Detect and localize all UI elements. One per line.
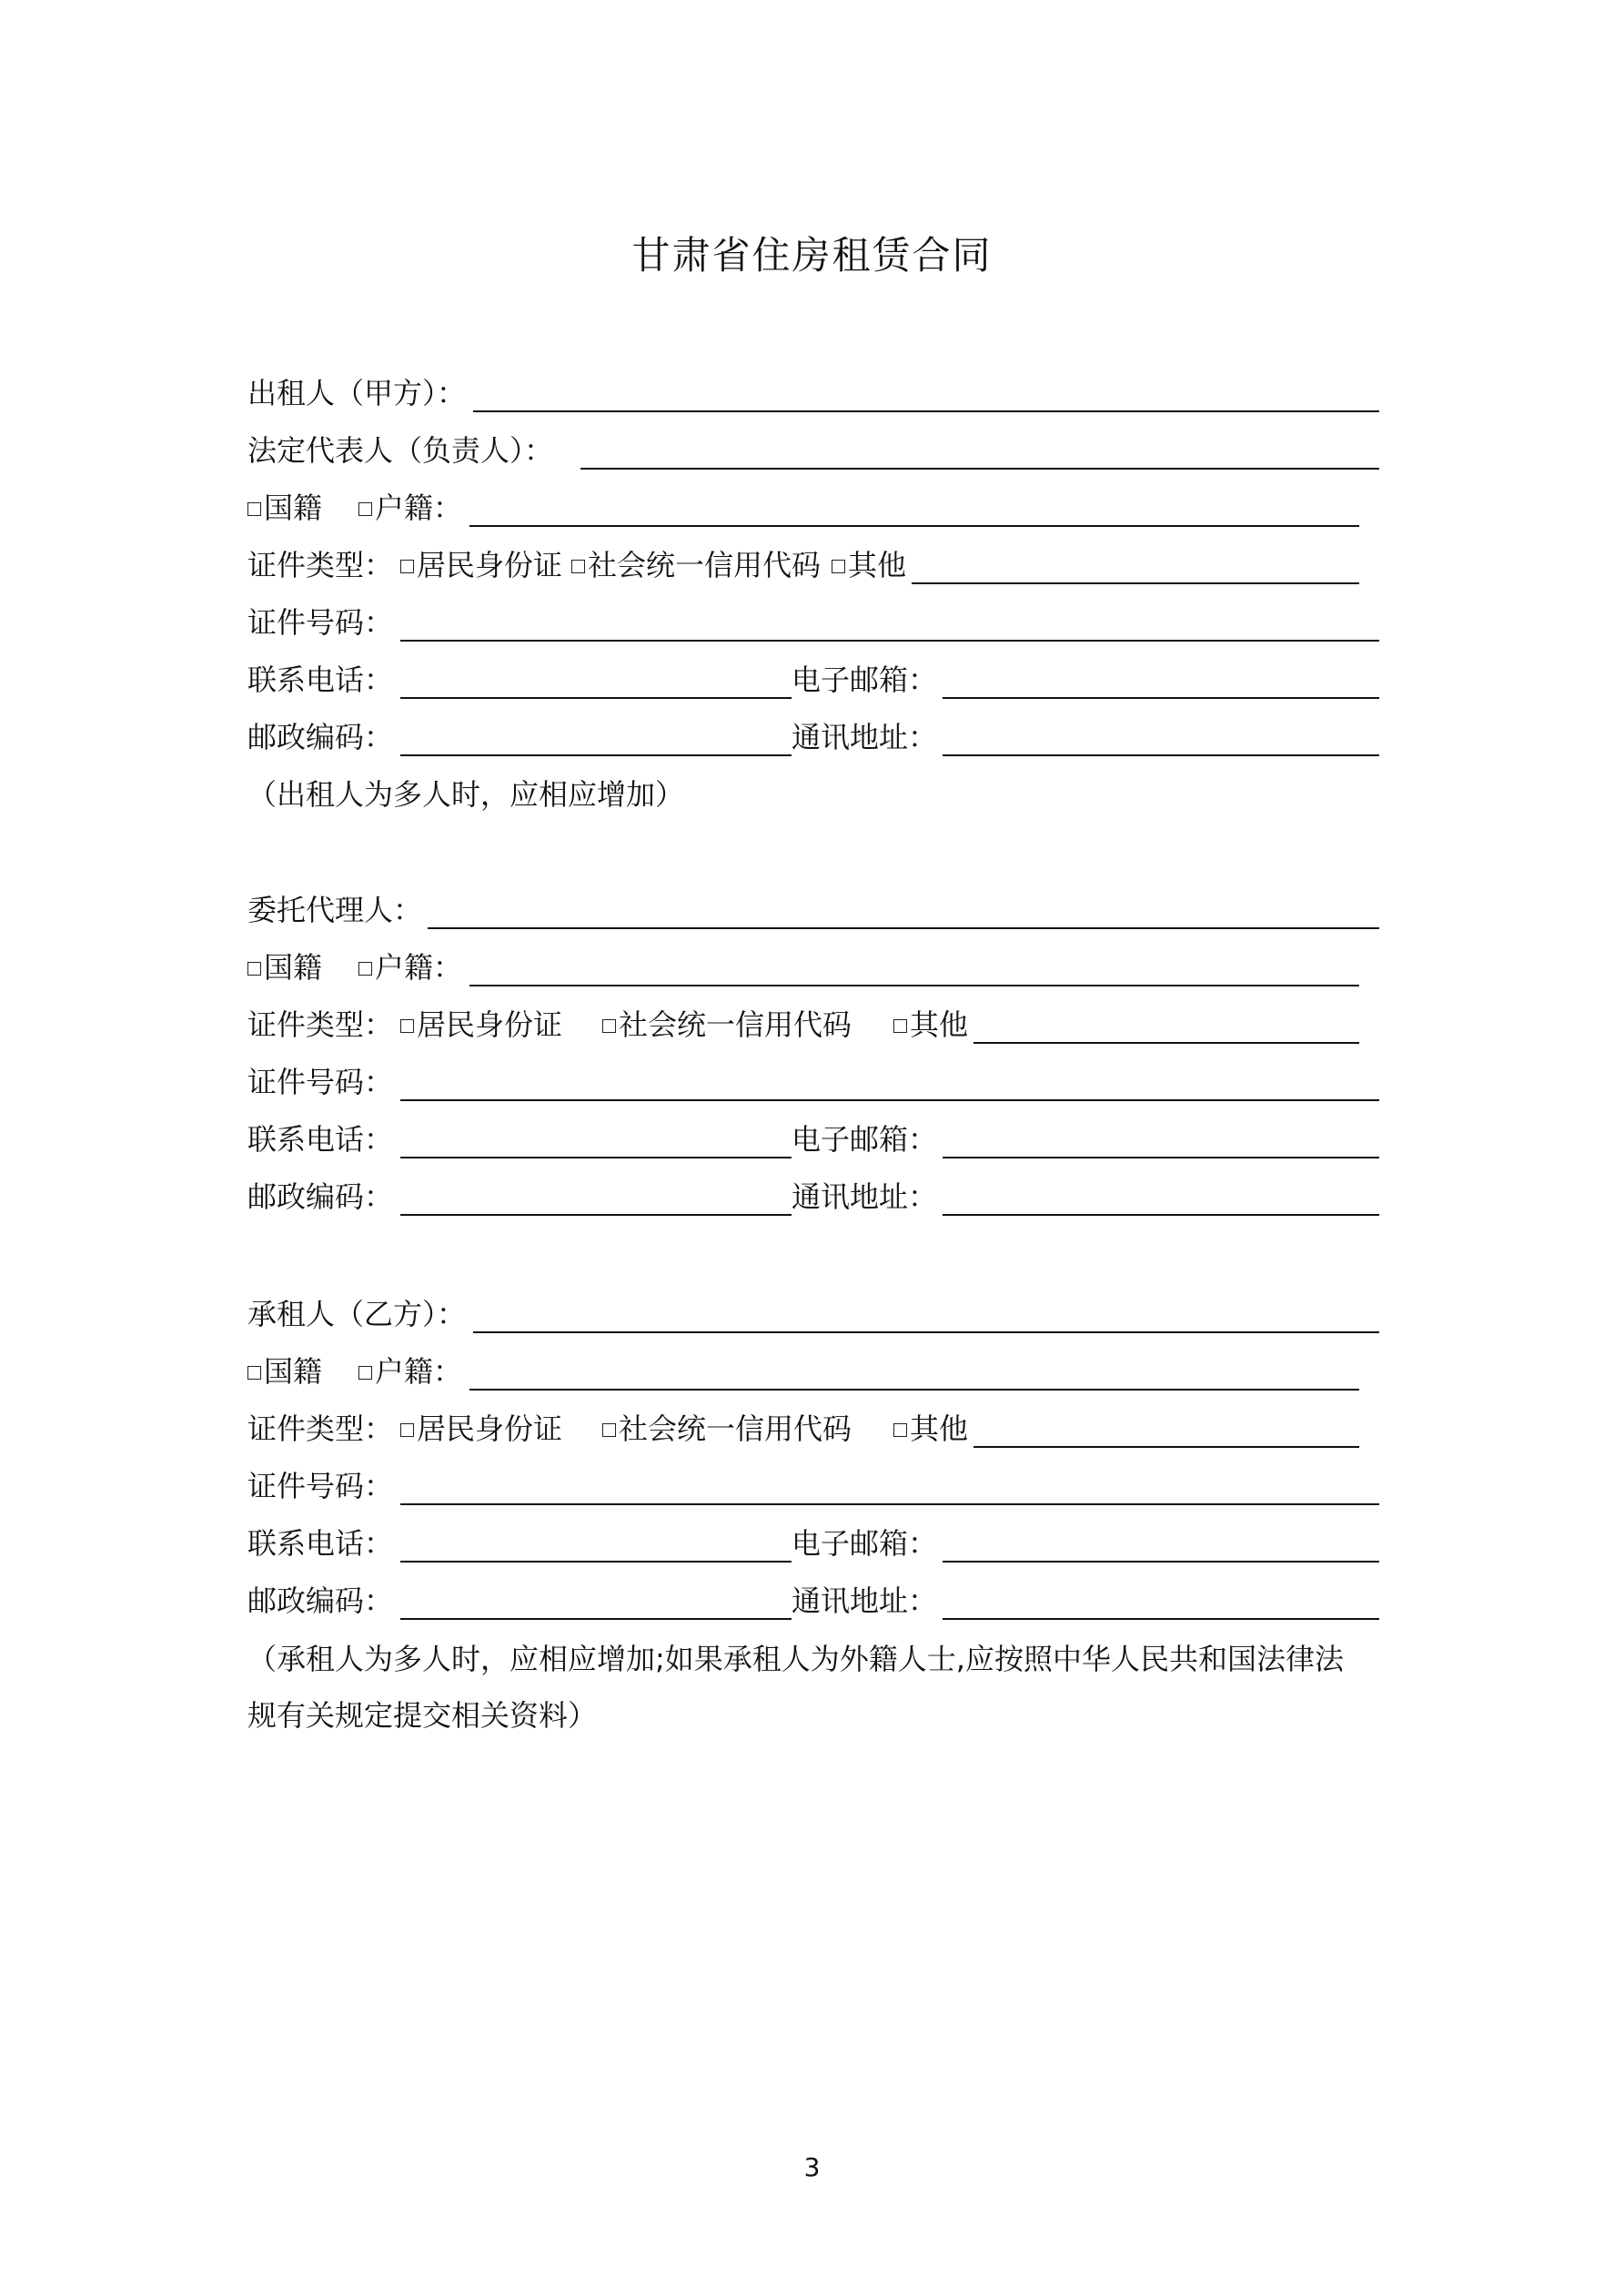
tenant-email-label: 电子邮箱： — [792, 1526, 938, 1561]
landlord-phone-field[interactable] — [400, 697, 792, 699]
agent-phone-field[interactable] — [400, 1157, 792, 1158]
checkbox-icon[interactable] — [400, 1423, 414, 1437]
tenant-credit-code-option[interactable]: 社会统一信用代码 — [602, 1409, 852, 1449]
tenant-household-option[interactable]: 户籍： — [358, 1351, 462, 1391]
agent-id-card-option[interactable]: 居民身份证 — [400, 1005, 562, 1045]
page-number: 3 — [803, 2152, 821, 2182]
landlord-name-field[interactable] — [473, 410, 1379, 412]
landlord-postcode-label: 邮政编码： — [247, 720, 394, 754]
checkbox-icon[interactable] — [358, 502, 372, 516]
landlord-other-field[interactable] — [912, 582, 1359, 584]
tenant-nationality-option[interactable]: 国籍 — [247, 1351, 322, 1391]
checkbox-icon[interactable] — [400, 1019, 414, 1033]
document-title: 甘肃省住房租赁合同 — [631, 233, 993, 278]
agent-address-field[interactable] — [943, 1214, 1379, 1216]
agent-household-option[interactable]: 户籍： — [358, 947, 462, 987]
tenant-nationality-field[interactable] — [469, 1389, 1359, 1391]
landlord-email-field[interactable] — [943, 697, 1379, 699]
landlord-credit-code-option[interactable]: 社会统一信用代码 — [571, 545, 821, 585]
agent-address-label: 通讯地址： — [792, 1179, 938, 1214]
checkbox-icon[interactable] — [247, 502, 261, 516]
agent-credit-code-option[interactable]: 社会统一信用代码 — [602, 1005, 852, 1045]
tenant-other-field[interactable] — [973, 1446, 1359, 1448]
agent-postcode-field[interactable] — [400, 1214, 792, 1216]
agent-email-field[interactable] — [943, 1157, 1379, 1158]
tenant-id-number-field[interactable] — [400, 1503, 1379, 1505]
landlord-id-type-label: 证件类型： — [247, 548, 394, 582]
agent-other-field[interactable] — [973, 1042, 1359, 1044]
landlord-id-number-field[interactable] — [400, 640, 1379, 642]
tenant-email-field[interactable] — [943, 1561, 1379, 1563]
checkbox-icon[interactable] — [832, 560, 845, 573]
agent-id-number-field[interactable] — [400, 1099, 1379, 1101]
agent-nationality-option[interactable]: 国籍 — [247, 947, 322, 987]
checkbox-icon[interactable] — [247, 962, 261, 976]
landlord-address-field[interactable] — [943, 754, 1379, 756]
checkbox-icon[interactable] — [893, 1423, 907, 1437]
tenant-postcode-field[interactable] — [400, 1618, 792, 1620]
agent-other-option[interactable]: 其他 — [893, 1005, 968, 1045]
agent-id-number-label: 证件号码： — [247, 1065, 394, 1099]
tenant-id-number-label: 证件号码： — [247, 1469, 394, 1503]
landlord-id-number-label: 证件号码： — [247, 605, 394, 640]
landlord-id-card-option[interactable]: 居民身份证 — [400, 545, 562, 585]
landlord-postcode-field[interactable] — [400, 754, 792, 756]
checkbox-icon[interactable] — [358, 1366, 372, 1380]
agent-email-label: 电子邮箱： — [792, 1122, 938, 1157]
landlord-email-label: 电子邮箱： — [792, 663, 938, 697]
landlord-note: （出租人为多人时，应相应增加） — [247, 777, 685, 812]
landlord-legal-rep-label: 法定代表人（负责人）： — [247, 433, 554, 468]
tenant-phone-field[interactable] — [400, 1561, 792, 1563]
tenant-address-field[interactable] — [943, 1618, 1379, 1620]
agent-name-field[interactable] — [428, 927, 1379, 929]
landlord-name-label: 出租人（甲方）： — [247, 376, 467, 410]
landlord-nationality-field[interactable] — [469, 525, 1359, 527]
tenant-id-type-label: 证件类型： — [247, 1411, 394, 1446]
tenant-id-card-option[interactable]: 居民身份证 — [400, 1409, 562, 1449]
landlord-household-option[interactable]: 户籍： — [358, 488, 462, 528]
landlord-other-option[interactable]: 其他 — [832, 545, 906, 585]
tenant-other-option[interactable]: 其他 — [893, 1409, 968, 1449]
agent-phone-label: 联系电话： — [247, 1122, 394, 1157]
tenant-name-field[interactable] — [473, 1331, 1379, 1333]
landlord-legal-rep-field[interactable] — [580, 468, 1379, 470]
checkbox-icon[interactable] — [571, 560, 585, 573]
agent-name-label: 委托代理人： — [247, 893, 423, 927]
tenant-name-label: 承租人（乙方）： — [247, 1297, 467, 1331]
checkbox-icon[interactable] — [247, 1366, 261, 1380]
tenant-note-line-1: （承租人为多人时，应相应增加;如果承租人为外籍人士,应按照中华人民共和国法律法 — [247, 1642, 1344, 1676]
tenant-address-label: 通讯地址： — [792, 1583, 938, 1618]
landlord-address-label: 通讯地址： — [792, 720, 938, 754]
tenant-postcode-label: 邮政编码： — [247, 1583, 394, 1618]
checkbox-icon[interactable] — [602, 1423, 616, 1437]
checkbox-icon[interactable] — [400, 560, 414, 573]
agent-id-type-label: 证件类型： — [247, 1007, 394, 1042]
agent-postcode-label: 邮政编码： — [247, 1179, 394, 1214]
checkbox-icon[interactable] — [893, 1019, 907, 1033]
checkbox-icon[interactable] — [358, 962, 372, 976]
checkbox-icon[interactable] — [602, 1019, 616, 1033]
tenant-note-line-2: 规有关规定提交相关资料） — [247, 1698, 598, 1733]
landlord-nationality-option[interactable]: 国籍 — [247, 488, 322, 528]
agent-nationality-field[interactable] — [469, 985, 1359, 986]
landlord-phone-label: 联系电话： — [247, 663, 394, 697]
tenant-phone-label: 联系电话： — [247, 1526, 394, 1561]
